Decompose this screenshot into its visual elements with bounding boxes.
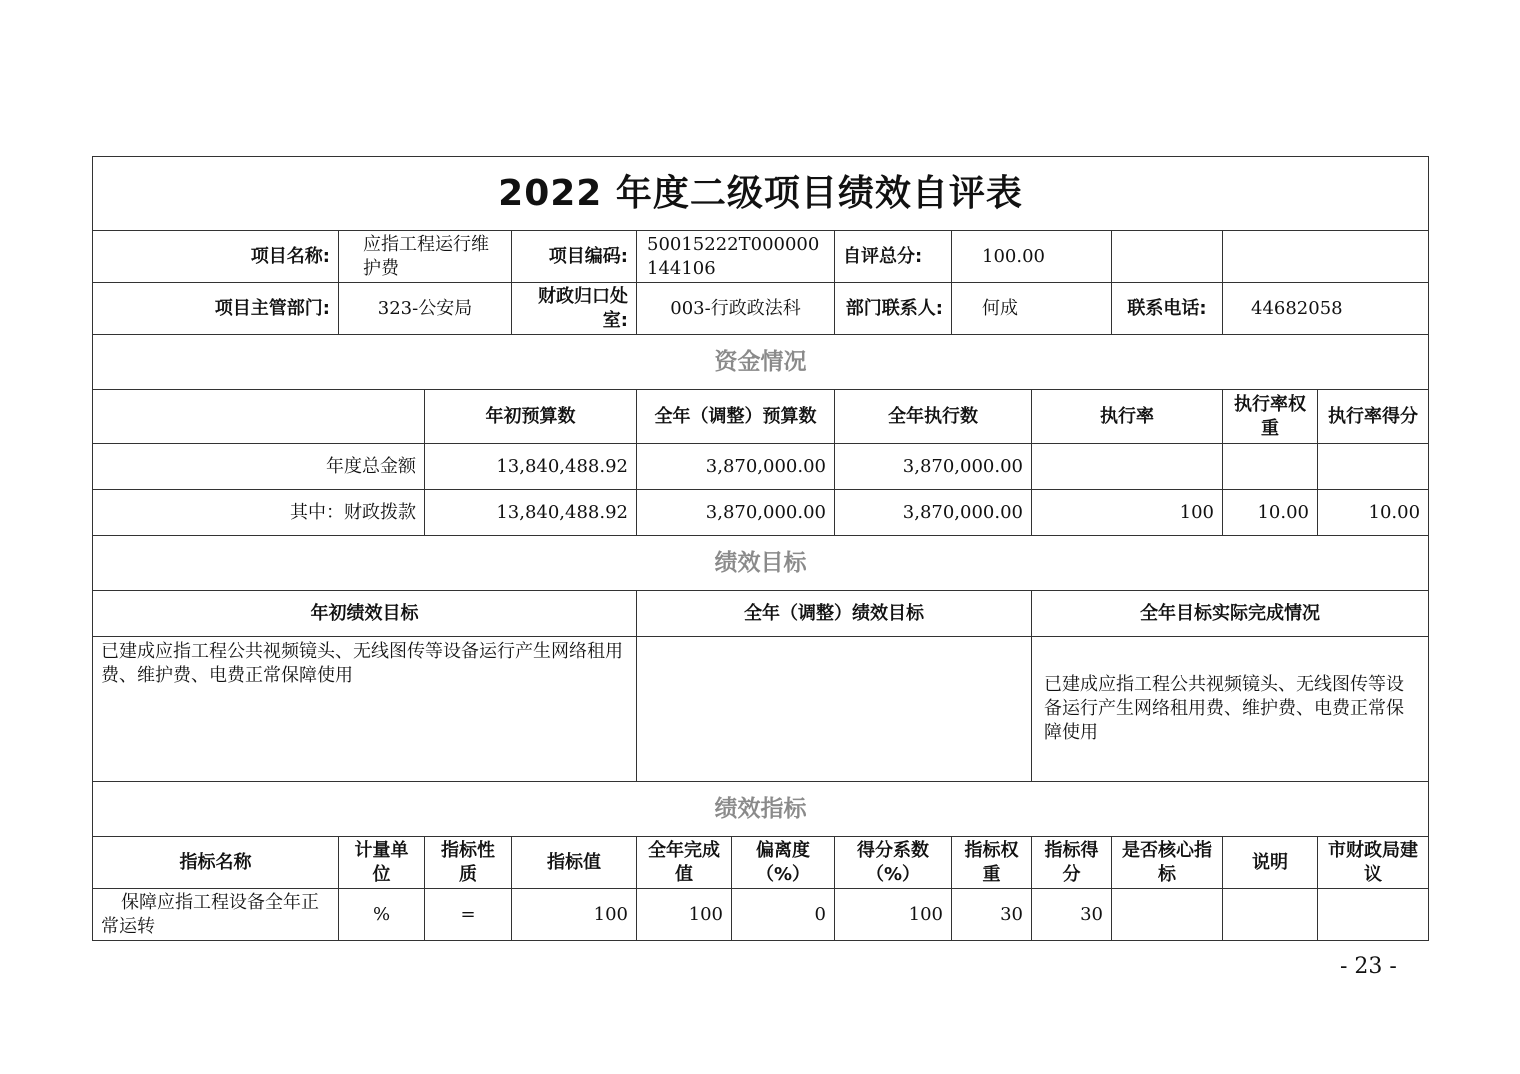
ind-header-unit: 计量单位 xyxy=(339,837,425,889)
funds-section-title: 资金情况 xyxy=(93,335,1429,390)
funds-score: 10.00 xyxy=(1318,490,1429,536)
finance-label: 财政归口处室: xyxy=(512,283,637,335)
table-row xyxy=(93,490,1429,536)
performance-evaluation-table xyxy=(92,156,1429,941)
ind-core xyxy=(1112,889,1223,941)
funds-score xyxy=(1318,444,1429,490)
goals-initial-text: 已建成应指工程公共视频镜头、无线图传等设备运行产生网络租用费、维护费、电费正常保障使用 xyxy=(93,637,637,782)
ind-header-advice: 市财政局建议 xyxy=(1318,837,1429,889)
ind-name: 保障应指工程设备全年正常运转 xyxy=(93,889,339,941)
indicators-section-title: 绩效指标 xyxy=(93,782,1429,837)
ind-nature: = xyxy=(425,889,512,941)
goals-header-actual: 全年目标实际完成情况 xyxy=(1032,591,1429,637)
ind-done: 100 xyxy=(637,889,732,941)
project-code-value: 50015222T000000144106 xyxy=(637,231,835,283)
contact-label: 部门联系人: xyxy=(835,283,952,335)
finance-value: 003-行政政法科 xyxy=(637,283,835,335)
contact-value: 何成 xyxy=(952,283,1112,335)
dept-value: 323-公安局 xyxy=(339,283,512,335)
ind-header-note: 说明 xyxy=(1223,837,1318,889)
score-value: 100.00 xyxy=(952,231,1112,283)
ind-header-weight: 指标权重 xyxy=(952,837,1032,889)
project-code-label: 项目编码: xyxy=(512,231,637,283)
goals-actual-text: 已建成应指工程公共视频镜头、无线图传等设备运行产生网络租用费、维护费、电费正常保障使用 xyxy=(1032,637,1429,782)
empty-cell xyxy=(93,390,425,444)
score-label: 自评总分: xyxy=(835,231,952,283)
ind-value: 100 xyxy=(512,889,637,941)
funds-header-rate: 执行率 xyxy=(1032,390,1223,444)
funds-header-adjusted: 全年（调整）预算数 xyxy=(637,390,835,444)
funds-row-label: 年度总金额 xyxy=(93,444,425,490)
ind-header-name: 指标名称 xyxy=(93,837,339,889)
funds-header-weight: 执行率权重 xyxy=(1223,390,1318,444)
funds-header-initial: 年初预算数 xyxy=(425,390,637,444)
project-name-label: 项目名称: xyxy=(93,231,339,283)
dept-label: 项目主管部门: xyxy=(93,283,339,335)
ind-header-coef: 得分系数（%） xyxy=(835,837,952,889)
empty-cell xyxy=(1223,231,1429,283)
table-row xyxy=(93,889,1429,941)
project-name-value: 应指工程运行维护费 xyxy=(339,231,512,283)
ind-coef: 100 xyxy=(835,889,952,941)
page-title: 2022 年度二级项目绩效自评表 xyxy=(93,157,1429,231)
ind-header-core: 是否核心指标 xyxy=(1112,837,1223,889)
funds-rate xyxy=(1032,444,1223,490)
goals-section-title: 绩效目标 xyxy=(93,536,1429,591)
ind-header-done: 全年完成值 xyxy=(637,837,732,889)
funds-initial: 13,840,488.92 xyxy=(425,444,637,490)
ind-advice xyxy=(1318,889,1429,941)
page-number: - 23 - xyxy=(1340,954,1397,979)
funds-initial: 13,840,488.92 xyxy=(425,490,637,536)
funds-header-executed: 全年执行数 xyxy=(835,390,1032,444)
empty-cell xyxy=(1112,231,1223,283)
goals-header-initial: 年初绩效目标 xyxy=(93,591,637,637)
ind-header-nature: 指标性质 xyxy=(425,837,512,889)
goals-adjusted-text xyxy=(637,637,1032,782)
ind-header-value: 指标值 xyxy=(512,837,637,889)
ind-score: 30 xyxy=(1032,889,1112,941)
ind-deviation: 0 xyxy=(732,889,835,941)
funds-weight xyxy=(1223,444,1318,490)
funds-weight: 10.00 xyxy=(1223,490,1318,536)
phone-label: 联系电话: xyxy=(1112,283,1223,335)
ind-header-score: 指标得分 xyxy=(1032,837,1112,889)
funds-rate: 100 xyxy=(1032,490,1223,536)
funds-executed: 3,870,000.00 xyxy=(835,444,1032,490)
phone-value: 44682058 xyxy=(1223,283,1429,335)
table-row xyxy=(93,444,1429,490)
ind-unit: % xyxy=(339,889,425,941)
ind-weight: 30 xyxy=(952,889,1032,941)
funds-adjusted: 3,870,000.00 xyxy=(637,444,835,490)
ind-note xyxy=(1223,889,1318,941)
funds-row-label: 其中：财政拨款 xyxy=(93,490,425,536)
ind-header-deviation: 偏离度（%） xyxy=(732,837,835,889)
funds-header-score: 执行率得分 xyxy=(1318,390,1429,444)
funds-executed: 3,870,000.00 xyxy=(835,490,1032,536)
goals-header-adjusted: 全年（调整）绩效目标 xyxy=(637,591,1032,637)
funds-adjusted: 3,870,000.00 xyxy=(637,490,835,536)
